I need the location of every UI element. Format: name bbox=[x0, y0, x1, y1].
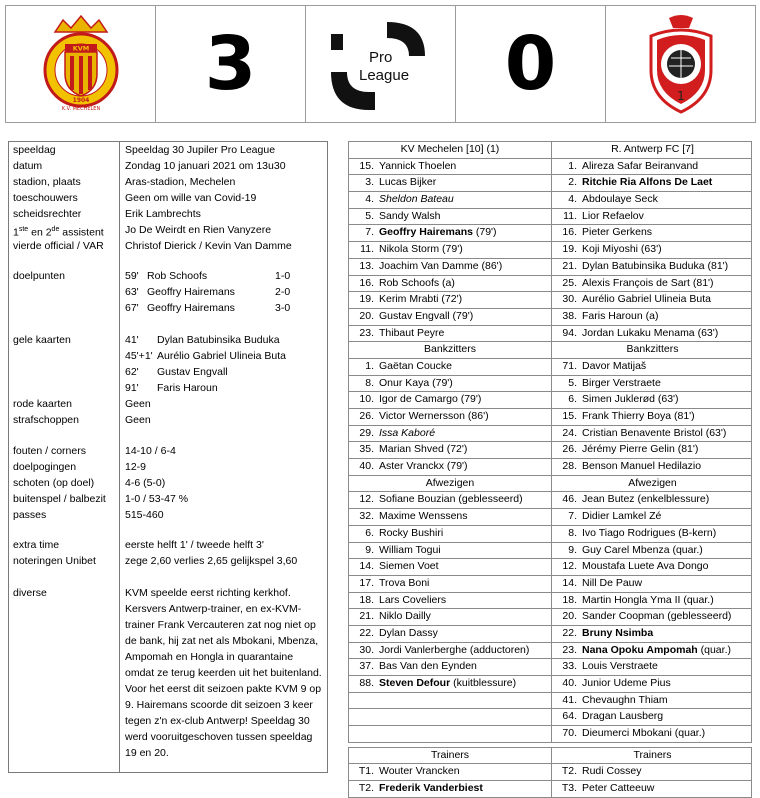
player-row bbox=[348, 459, 752, 476]
home-crest bbox=[6, 6, 156, 122]
away-player: 30. Aurélio Gabriel Ulineia Buta bbox=[562, 293, 711, 306]
home-player: 15. Yannick Thoelen bbox=[349, 159, 552, 175]
player-row bbox=[348, 626, 752, 643]
away-player: 41. Chevaughn Thiam bbox=[562, 693, 668, 706]
away-player: 11. Lior Refaelov bbox=[563, 209, 644, 222]
match-info-table bbox=[8, 141, 328, 773]
player-row bbox=[348, 576, 752, 593]
home-player: 20. Gustav Engvall (79') bbox=[349, 309, 552, 325]
yellow-card-row: 41' Dylan Batubinsika Buduka bbox=[125, 334, 280, 346]
info-value: 14-10 / 6-4 bbox=[125, 445, 176, 457]
away-player: T2. Rudi Cossey bbox=[561, 765, 642, 778]
player-row bbox=[348, 643, 752, 660]
home-player: 11. Nikola Storm (79') bbox=[349, 242, 552, 258]
player-row bbox=[348, 392, 752, 409]
home-player: 16. Rob Schoofs (a) bbox=[349, 276, 552, 292]
info-label: vierde official / VAR bbox=[13, 240, 104, 252]
lineups-table bbox=[348, 141, 752, 798]
away-score: 0 bbox=[504, 21, 557, 107]
home-player: 10. Igor de Camargo (79') bbox=[349, 392, 552, 408]
kv-mechelen-logo bbox=[41, 14, 121, 114]
home-player: 5. Sandy Walsh bbox=[349, 209, 552, 225]
away-team-name: R. Antwerp FC [7] bbox=[611, 143, 694, 155]
info-label: stadion, plaats bbox=[13, 176, 81, 188]
coach-header-row: Trainers Trainers bbox=[348, 747, 752, 765]
away-player: 16. Pieter Gerkens bbox=[562, 226, 653, 239]
home-player bbox=[349, 726, 552, 742]
info-value: Aras-stadion, Mechelen bbox=[125, 176, 236, 188]
info-label: toeschouwers bbox=[13, 192, 78, 204]
info-label: rode kaarten bbox=[13, 398, 72, 410]
info-label: noteringen Unibet bbox=[13, 555, 96, 567]
away-player: T3. Peter Catteeuw bbox=[561, 782, 655, 795]
player-row bbox=[348, 609, 752, 626]
away-player: 18. Martin Hongla Yma II (quar.) bbox=[562, 593, 714, 606]
away-player: 28. Benson Manuel Hedilazio bbox=[562, 460, 702, 473]
info-label: extra time bbox=[13, 539, 60, 551]
info-label: diverse bbox=[13, 587, 47, 599]
svg-text:League: League bbox=[358, 67, 409, 84]
away-player: 14. Nill De Pauw bbox=[562, 576, 643, 589]
home-player: 19. Kerim Mrabti (72') bbox=[349, 292, 552, 308]
info-value: 515-460 bbox=[125, 509, 164, 521]
home-player: 22. Dylan Dassy bbox=[349, 626, 552, 642]
home-player: 30. Jordi Vanlerberghe (adductoren) bbox=[349, 643, 552, 659]
player-row bbox=[348, 359, 752, 376]
player-row bbox=[348, 192, 752, 209]
player-row bbox=[348, 175, 752, 192]
player-row bbox=[348, 376, 752, 393]
pro-league-logo bbox=[329, 14, 433, 114]
away-player: 22. Bruny Nsimba bbox=[562, 626, 654, 639]
info-value: zege 2,60 verlies 2,65 gelijkspel 3,60 bbox=[125, 555, 298, 567]
bench-header-row: Bankzitters Bankzitters bbox=[348, 342, 752, 359]
away-player: 70. Dieumerci Mbokani (quar.) bbox=[562, 727, 706, 740]
player-row bbox=[348, 709, 752, 726]
info-label: speeldag bbox=[13, 144, 56, 156]
home-player bbox=[349, 709, 552, 725]
info-value: 12-9 bbox=[125, 461, 147, 473]
home-player: 14. Siemen Voet bbox=[349, 559, 552, 575]
home-player: 21. Niklo Dailly bbox=[349, 609, 552, 625]
player-row bbox=[348, 543, 752, 560]
player-row bbox=[348, 781, 752, 798]
player-row bbox=[348, 159, 752, 176]
miscellaneous-notes: KVM speelde eerst richting kerkhof. Kersvers Antwerp-trainer, en ex-KVM-trainer Frank Vercauteren zat nog niet op de bank, hij zat net als Mbokani, Mbenza, Ampomah en Hongla in quarantaine omdat ze terug keerden uit het buitenland. Voor het eerst dit seizoen pakte KVM 9 op 9. Hairemans scoorde dit seizoen 3 keer tegen z'n ex-club Antwerp! Speeldag 30 werd vooruitgeschoven tussen speeldag 19 en 20. bbox=[125, 587, 322, 759]
home-score: 3 bbox=[204, 21, 257, 107]
match-header bbox=[5, 5, 756, 123]
home-team-name: KV Mechelen [10] (1) bbox=[349, 142, 552, 158]
info-value: 4-6 (5-0) bbox=[125, 477, 166, 489]
info-value: Geen om wille van Covid-19 bbox=[125, 192, 257, 204]
away-player: 6. Simen Juklerød (63') bbox=[568, 393, 679, 406]
home-player: 13. Joachim Van Damme (86') bbox=[349, 259, 552, 275]
home-player: 12. Sofiane Bouzian (geblesseerd) bbox=[349, 492, 552, 508]
away-player: 25. Alexis François de Sart (81') bbox=[562, 276, 714, 289]
goal-row: 59' Rob Schoofs 1-0 bbox=[125, 270, 291, 282]
goal-row: 63' Geoffry Hairemans 2-0 bbox=[125, 286, 291, 298]
info-value: 1-0 / 53-47 % bbox=[125, 493, 189, 505]
info-value: Geen bbox=[125, 414, 151, 426]
away-player: 21. Dylan Batubinsika Buduka (81') bbox=[562, 259, 729, 272]
yellow-card-row: 91' Faris Haroun bbox=[125, 382, 218, 394]
home-player: 29. Issa Kaboré bbox=[349, 426, 552, 442]
teams-header-row bbox=[348, 141, 752, 159]
svg-text:Pro: Pro bbox=[368, 49, 392, 66]
info-label: datum bbox=[13, 160, 43, 172]
player-row bbox=[348, 676, 752, 693]
yellow-card-row: 45'+1' Aurélio Gabriel Ulineia Buta bbox=[125, 350, 286, 362]
info-label: 1ste en 2de assistent bbox=[13, 226, 104, 239]
home-player: 18. Lars Coveliers bbox=[349, 593, 552, 609]
info-label: scheidsrechter bbox=[13, 208, 82, 220]
home-player: T2. Frederik Vanderbiest bbox=[349, 781, 552, 797]
absent-header-row: Afwezigen Afwezigen bbox=[348, 476, 752, 493]
info-label: doelpogingen bbox=[13, 461, 77, 473]
info-label: schoten (op doel) bbox=[13, 477, 95, 489]
away-player: 12. Moustafa Luete Ava Dongo bbox=[562, 560, 709, 573]
away-player: 38. Faris Haroun (a) bbox=[562, 309, 659, 322]
goal-row: 67' Geoffry Hairemans 3-0 bbox=[125, 302, 291, 314]
league-logo bbox=[306, 6, 456, 122]
player-row bbox=[348, 693, 752, 710]
home-player bbox=[349, 693, 552, 709]
home-player: 23. Thibaut Peyre bbox=[349, 326, 552, 342]
away-player: 4. Abdoulaye Seck bbox=[568, 193, 658, 206]
away-player: 94. Jordan Lukaku Menama (63') bbox=[562, 326, 719, 339]
info-label: fouten / corners bbox=[13, 445, 86, 457]
player-row bbox=[348, 209, 752, 226]
away-player: 64. Dragan Lausberg bbox=[562, 710, 664, 723]
away-player: 8. Ivo Tiago Rodrigues (B-kern) bbox=[568, 526, 717, 539]
away-player: 1. Alireza Safar Beiranvand bbox=[568, 159, 699, 172]
away-player: 33. Louis Verstraete bbox=[562, 660, 658, 673]
away-player: 7. Didier Lamkel Zé bbox=[568, 510, 662, 523]
player-row bbox=[348, 492, 752, 509]
player-row bbox=[348, 726, 752, 743]
home-player: 4. Sheldon Bateau bbox=[349, 192, 552, 208]
away-player: 46. Jean Butez (enkelblessure) bbox=[562, 493, 710, 506]
away-player: 23. Nana Opoku Ampomah (quar.) bbox=[562, 643, 731, 656]
away-player: 71. Davor Matijaš bbox=[562, 359, 647, 372]
player-row bbox=[348, 593, 752, 610]
away-player: 24. Cristian Benavente Bristol (63') bbox=[562, 426, 727, 439]
home-player: 88. Steven Defour (kuitblessure) bbox=[349, 676, 552, 692]
player-row bbox=[348, 659, 752, 676]
player-row bbox=[348, 276, 752, 293]
info-value: Christof Dierick / Kevin Van Damme bbox=[125, 240, 292, 252]
home-player: 9. William Togui bbox=[349, 543, 552, 559]
player-row bbox=[348, 225, 752, 242]
royal-antwerp-logo bbox=[641, 14, 721, 114]
info-label: gele kaarten bbox=[13, 334, 71, 346]
player-row bbox=[348, 292, 752, 309]
home-player: 8. Onur Kaya (79') bbox=[349, 376, 552, 392]
player-row bbox=[348, 259, 752, 276]
player-row bbox=[348, 559, 752, 576]
home-player: 26. Victor Wernersson (86') bbox=[349, 409, 552, 425]
home-player: 32. Maxime Wenssens bbox=[349, 509, 552, 525]
info-value: Zondag 10 januari 2021 om 13u30 bbox=[125, 160, 286, 172]
info-label: strafschoppen bbox=[13, 414, 79, 426]
info-value: Jo De Weirdt en Rien Vanyzere bbox=[125, 224, 272, 236]
player-row bbox=[348, 309, 752, 326]
svg-text:K.V. MECHELEN: K.V. MECHELEN bbox=[61, 106, 100, 112]
info-label: passes bbox=[13, 509, 47, 521]
info-label: buitenspel / balbezit bbox=[13, 493, 106, 505]
home-player: 40. Aster Vranckx (79') bbox=[349, 459, 552, 475]
away-crest bbox=[606, 6, 755, 122]
away-player: 19. Koji Miyoshi (63') bbox=[562, 243, 662, 256]
away-player: 5. Birger Verstraete bbox=[568, 376, 661, 389]
home-player: 1. Gaëtan Coucke bbox=[349, 359, 552, 375]
away-player: 40. Junior Udeme Pius bbox=[562, 677, 671, 689]
away-player: 15. Frank Thierry Boya (81') bbox=[562, 410, 695, 422]
info-value: Geen bbox=[125, 398, 151, 410]
player-row bbox=[348, 409, 752, 426]
home-player: 37. Bas Van den Eynden bbox=[349, 659, 552, 675]
player-row bbox=[348, 509, 752, 526]
player-row bbox=[348, 764, 752, 781]
svg-text:KVM: KVM bbox=[72, 44, 89, 53]
home-player: 6. Rocky Bushiri bbox=[349, 526, 552, 542]
player-row bbox=[348, 326, 752, 343]
home-player: 3. Lucas Bijker bbox=[349, 175, 552, 191]
yellow-card-row: 62' Gustav Engvall bbox=[125, 366, 228, 378]
player-row bbox=[348, 242, 752, 259]
info-value: Erik Lambrechts bbox=[125, 208, 201, 220]
away-player: 26. Jérémy Pierre Gelin (81') bbox=[562, 443, 699, 456]
player-row bbox=[348, 526, 752, 543]
svg-text:1904: 1904 bbox=[72, 97, 89, 104]
info-value: eerste helft 1' / tweede helft 3' bbox=[125, 539, 264, 551]
home-player: 35. Marian Shved (72') bbox=[349, 442, 552, 458]
info-value: Speeldag 30 Jupiler Pro League bbox=[125, 144, 276, 156]
home-player: T1. Wouter Vrancken bbox=[349, 764, 552, 780]
home-player: 17. Trova Boni bbox=[349, 576, 552, 592]
away-player: 9. Guy Carel Mbenza (quar.) bbox=[568, 543, 703, 556]
svg-text:1: 1 bbox=[676, 89, 685, 103]
away-player: 2. Ritchie Ria Alfons De Laet bbox=[568, 176, 713, 189]
away-player: 20. Sander Coopman (geblesseerd) bbox=[562, 610, 732, 623]
player-row bbox=[348, 442, 752, 459]
info-label: doelpunten bbox=[13, 270, 65, 282]
home-player: 7. Geoffry Hairemans (79') bbox=[349, 225, 552, 241]
player-row bbox=[348, 426, 752, 443]
